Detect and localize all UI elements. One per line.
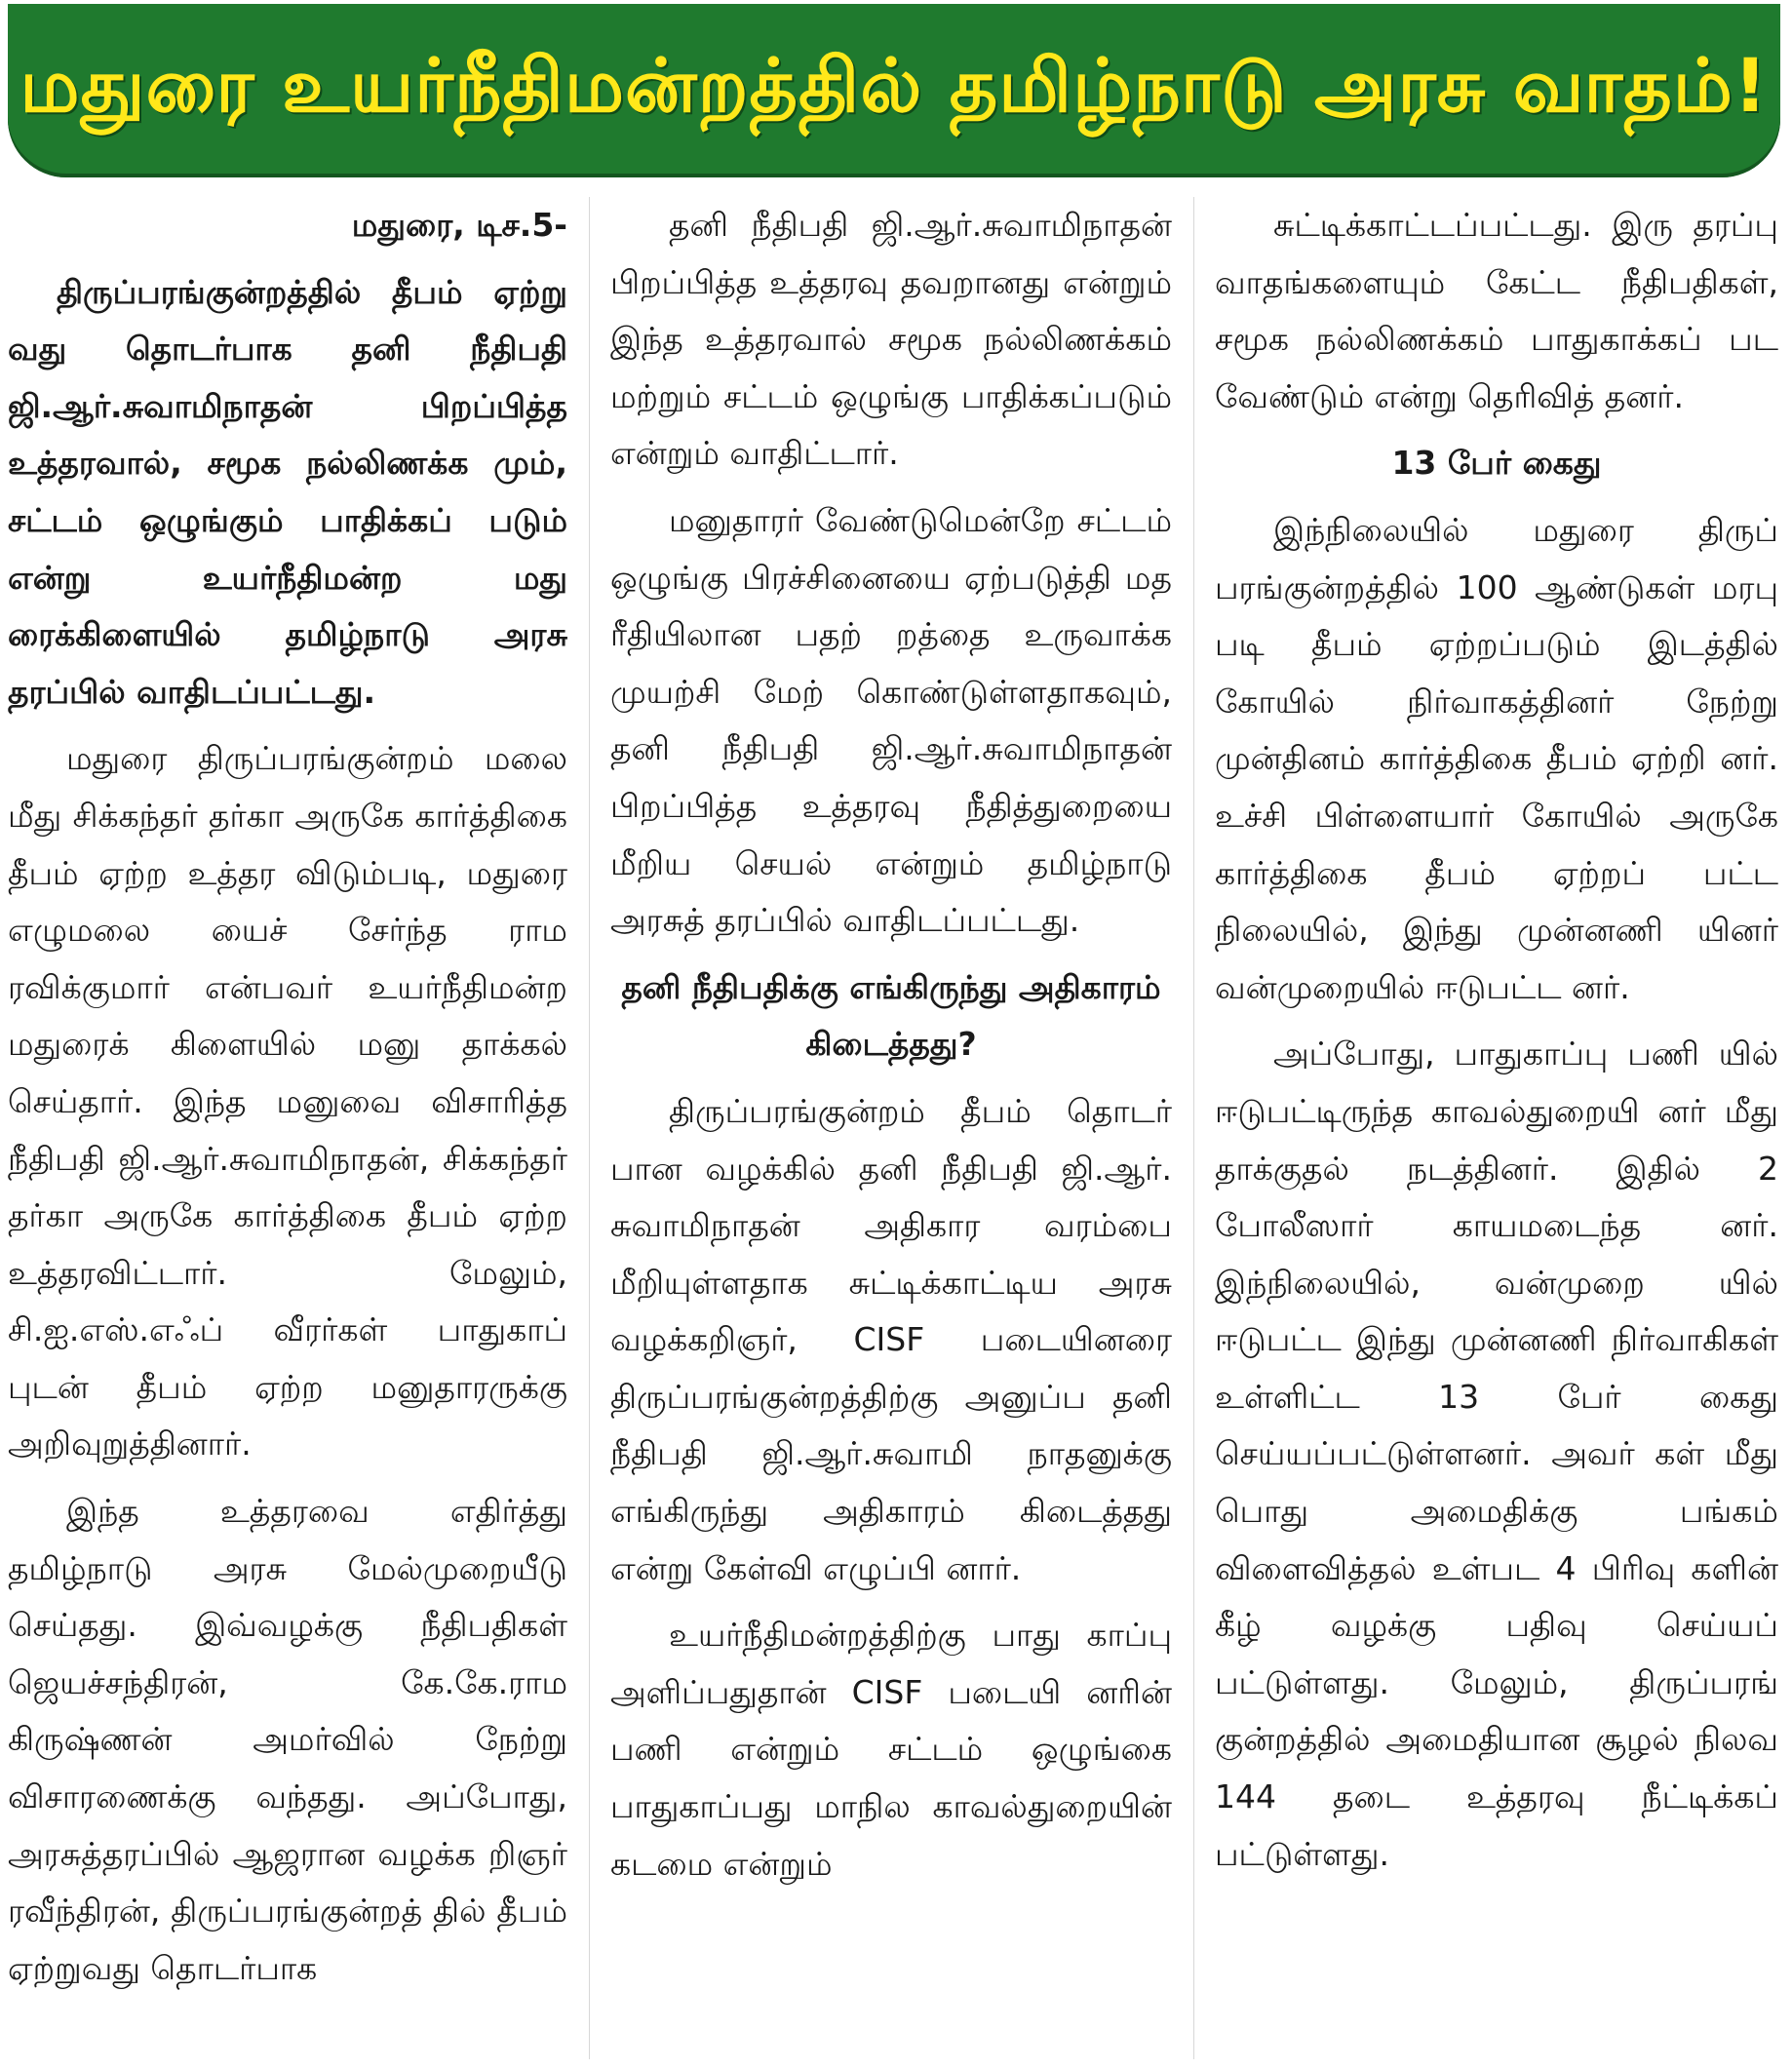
body-paragraph: அப்போது, பாதுகாப்பு பணி யில் ஈடுபட்டிருந்த காவல்துறையி னர் மீது தாக்குதல் நடத்தினர். இதில் 2 போலீஸார் காயமடைந்த னர். இந்நிலையில், வன்முறை யில் ஈடுபட்ட இந்து முன்னணி நிர்வாகிகள் உள்ளிட்ட 13 பேர் கைது செய்யப்பட்டுள்ளனர். அவர் கள் மீது பொது அமைதிக்கு பங்கம் விளைவித்தல் உள்பட 4 பிரிவு களின் கீழ் வழக்கு பதிவு செய்யப் பட்டுள்ளது. மேலும், திருப்பரங் குன்றத்தில் அமைதியான சூழல் நிலவ 144 தடை உத்தரவு நீட்டிக்கப் பட்டுள்ளது. (1215, 1034, 1778, 1873)
headline: மதுரை உயர்நீதிமன்றத்தில் தமிழ்நாடு அரசு வாதம்! (19, 42, 1769, 129)
column-divider (1193, 197, 1194, 2059)
column-divider (589, 197, 590, 2059)
body-paragraph: திருப்பரங்குன்றம் தீபம் தொடர் பான வழக்கில் தனி நீதிபதி ஜி.ஆர். சுவாமிநாதன் அதிகார வரம்பை மீறியுள்ளதாக சுட்டிக்காட்டிய அரசு வழக்கறிஞர், CISF படையினரை திருப்பரங்குன்றத்திற்கு அனுப்ப தனி நீதிபதி ஜி.ஆர்.சுவாமி நாதனுக்கு எங்கிருந்து அதிகாரம் கிடைத்தது என்று கேள்வி எழுப்பி னார். (610, 1091, 1172, 1587)
lead-paragraph: திருப்பரங்குன்றத்தில் தீபம் ஏற்று வது தொடர்பாக தனி நீதிபதி ஜி.ஆர்.சுவாமிநாதன் பிறப்பித்த உத்தரவால், சமூக நல்லிணக்க மும், சட்டம் ஒழுங்கும் பாதிக்கப் படும் என்று உயர்நீதிமன்ற மது ரைக்கிளையில் தமிழ்நாடு அரசு தரப்பில் வாதிடப்பட்டது. (8, 272, 567, 711)
body-paragraph: மனுதாரர் வேண்டுமென்றே சட்டம் ஒழுங்கு பிரச்சினையை ஏற்படுத்தி மத ரீதியிலான பதற் றத்தை உருவாக்க முயற்சி மேற் கொண்டுள்ளதாகவும், தனி நீதிபதி ஜி.ஆர்.சுவாமிநாதன் பிறப்பித்த உத்தரவு நீதித்துறையை மீறிய செயல் என்றும் தமிழ்நாடு அரசுத் தரப்பில் வாதிடப்பட்டது. (610, 500, 1172, 940)
article-column-1 (8, 197, 567, 2059)
headline-banner (8, 4, 1780, 177)
article-column-3 (1215, 197, 1778, 2059)
dateline: மதுரை, டிச.5- (351, 206, 567, 244)
body-paragraph: சுட்டிக்காட்டப்பட்டது. இரு தரப்பு வாதங்களையும் கேட்ட நீதிபதிகள், சமூக நல்லிணக்கம் பாதுகாக்கப் பட வேண்டும் என்று தெரிவித் தனர். (1215, 206, 1778, 415)
subheading: தனி நீதிபதிக்கு எங்கிருந்து அதிகாரம் கிடைத்தது? (621, 967, 1161, 1064)
body-paragraph: இந்த உத்தரவை எதிர்த்து தமிழ்நாடு அரசு மேல்முறையீடு செய்தது. இவ்வழக்கு நீதிபதிகள் ஜெயச்சந்திரன், கே.கே.ராம கிருஷ்ணன் அமர்வில் நேற்று விசாரணைக்கு வந்தது. அப்போது, அரசுத்தரப்பில் ஆஜரான வழக்க றிஞர் ரவீந்திரன், திருப்பரங்குன்றத் தில் தீபம் ஏற்றுவது தொடர்பாக (8, 1492, 567, 1987)
body-paragraph: இந்நிலையில் மதுரை திருப் பரங்குன்றத்தில் 100 ஆண்டுகள் மரபு படி தீபம் ஏற்றப்படும் இடத்தில் கோயில் நிர்வாகத்தினர் நேற்று முன்தினம் கார்த்திகை தீபம் ஏற்றி னர். உச்சி பிள்ளையார் கோயில் அருகே கார்த்திகை தீபம் ஏற்றப் பட்ட நிலையில், இந்து முன்னணி யினர் வன்முறையில் ஈடுபட்ட னர். (1215, 510, 1778, 1006)
article-column-2 (610, 197, 1172, 2059)
body-paragraph: தனி நீதிபதி ஜி.ஆர்.சுவாமிநாதன் பிறப்பித்த உத்தரவு தவறானது என்றும் இந்த உத்தரவால் சமூக நல்லிணக்கம் மற்றும் சட்டம் ஒழுங்கு பாதிக்கப்படும் என்றும் வாதிட்டார். (610, 206, 1172, 473)
body-paragraph: உயர்நீதிமன்றத்திற்கு பாது காப்பு அளிப்பதுதான் CISF படையி னரின் பணி என்றும் சட்டம் ஒழுங்கை பாதுகாப்பது மாநில காவல்துறையின் கடமை என்றும் (610, 1616, 1172, 1883)
body-paragraph: மதுரை திருப்பரங்குன்றம் மலை மீது சிக்கந்தர் தர்கா அருகே கார்த்திகை தீபம் ஏற்ற உத்தர விடும்படி, மதுரை எழுமலை யைச் சேர்ந்த ராம ரவிக்குமார் என்பவர் உயர்நீதிமன்ற மதுரைக் கிளையில் மனு தாக்கல் செய்தார். இந்த மனுவை விசாரித்த நீதிபதி ஜி.ஆர்.சுவாமிநாதன், சிக்கந்தர் தர்கா அருகே கார்த்திகை தீபம் ஏற்ற உத்தரவிட்டார். மேலும், சி.ஐ.எஸ்.எஃப் வீரர்கள் பாதுகாப் புடன் தீபம் ஏற்ற மனுதாரருக்கு அறிவுறுத்தினார். (8, 739, 567, 1464)
subheading: 13 பேர் கைது (1391, 444, 1602, 483)
